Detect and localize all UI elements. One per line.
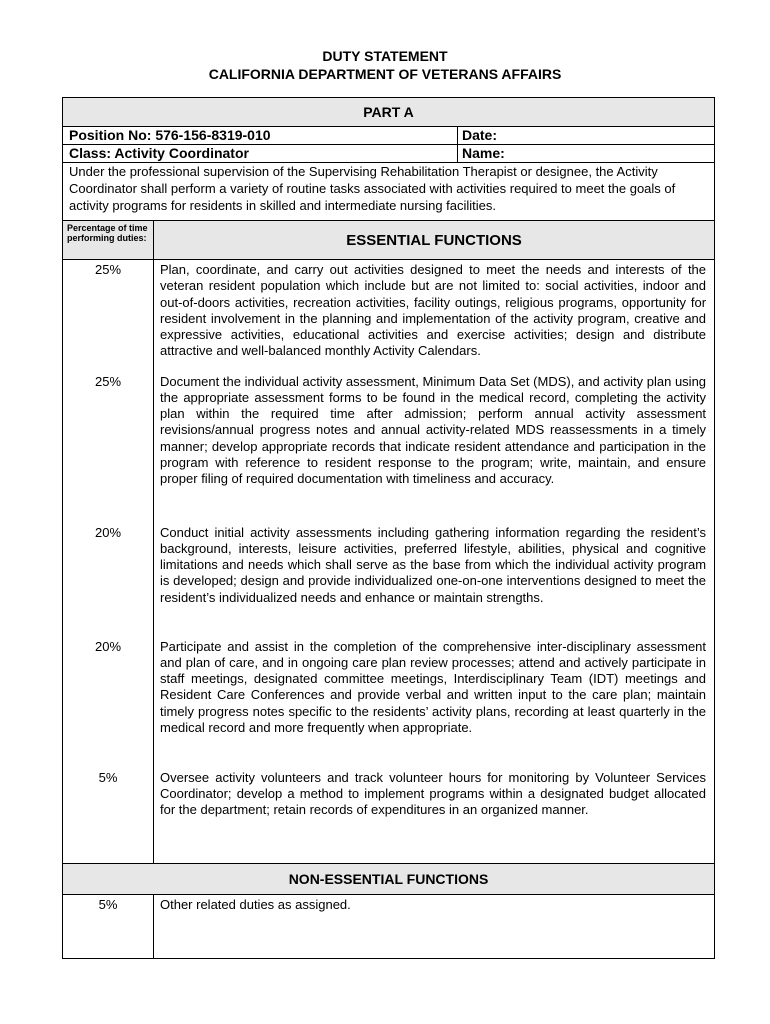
- duty-percentage: 25%: [63, 372, 154, 523]
- duty-description: Oversee activity volunteers and track volunteer hours for monitoring by Volunteer Services Coordinator; develop a method to implement programs within a designated budget allocated for the department; retain records of expenditures in an organized manner.: [154, 768, 715, 864]
- duty-description: Conduct initial activity assessments including gathering information regarding the resident’s background, interests, leisure activities, preferred lifestyle, abilities, physical and cognitive limitations and needs which shall serve as the base from which the individual activity program is developed; design and provide individualized one-on-one interventions designed to meet the resident’s individualized needs and enhance or maintain strengths.: [154, 523, 715, 637]
- duty-description: Plan, coordinate, and carry out activities designed to meet the needs and interests of the veteran resident population which include but are not limited to: social activities, indoor and out-of-doors activities, recreation activities, facility outings, religious programs, opportunity for resident involvement in the planning and implementation of the activity program, creative and expressive activities, educational activities and exercise activities; design and distribute attractive and well-balanced monthly Activity Calendars.: [154, 260, 715, 372]
- duty-statement-table: [62, 97, 715, 959]
- table-row: [63, 768, 715, 864]
- table-row: [63, 523, 715, 637]
- table-row: [63, 260, 715, 372]
- intro-paragraph: Under the professional supervision of the Supervising Rehabilitation Therapist or designee, the Activity Coordinator shall perform a variety of routine tasks associated with activities required to meet the goals of activity programs for residents in skilled and intermediate nursing facilities.: [63, 163, 715, 221]
- duty-description: Document the individual activity assessment, Minimum Data Set (MDS), and activity plan using the appropriate assessment forms to be found in the medical record, completing the activity plan within the required time after admission; perform annual activity assessment revisions/annual progress notes and annual activity-related MDS reassessments in a timely manner; develop appropriate records that indicate resident attendance and participation in the program with reference to resident response to the program; write, maintain, and ensure proper filing of required documentation with timeliness and accuracy.: [154, 372, 715, 523]
- table-row: [63, 372, 715, 523]
- table-row: [63, 895, 715, 959]
- duty-percentage: 5%: [63, 768, 154, 864]
- department-name: CALIFORNIA DEPARTMENT OF VETERANS AFFAIRS: [208, 66, 562, 82]
- document-title: DUTY STATEMENT: [322, 48, 448, 64]
- essential-functions-header: ESSENTIAL FUNCTIONS: [154, 221, 715, 260]
- non-essential-functions-header: NON-ESSENTIAL FUNCTIONS: [63, 864, 715, 895]
- position-number: Position No: 576-156-8319-010: [63, 127, 458, 145]
- duty-percentage: 20%: [63, 637, 154, 768]
- name-field: Name:: [458, 145, 715, 163]
- percentage-header: Percentage of time performing duties:: [63, 221, 154, 260]
- duty-percentage: 20%: [63, 523, 154, 637]
- class-title: Class: Activity Coordinator: [63, 145, 458, 163]
- part-a-header: PART A: [63, 98, 715, 127]
- duty-description: Participate and assist in the completion of the comprehensive inter-disciplinary assessment and plan of care, and in ongoing care plan review processes; attend and actively participate in staff meetings, designated committee meetings, Interdisciplinary Team (IDT) meetings and Resident Care Conferences and provide verbal and written input to the care plan; maintain timely progress notes specific to the residents’ activity plans, recording at least quarterly in the medical record and more frequently when appropriate.: [154, 637, 715, 768]
- duty-percentage: 5%: [63, 895, 154, 959]
- table-row: [63, 637, 715, 768]
- duty-percentage: 25%: [63, 260, 154, 372]
- duty-description: Other related duties as assigned.: [154, 895, 715, 959]
- date-field: Date:: [458, 127, 715, 145]
